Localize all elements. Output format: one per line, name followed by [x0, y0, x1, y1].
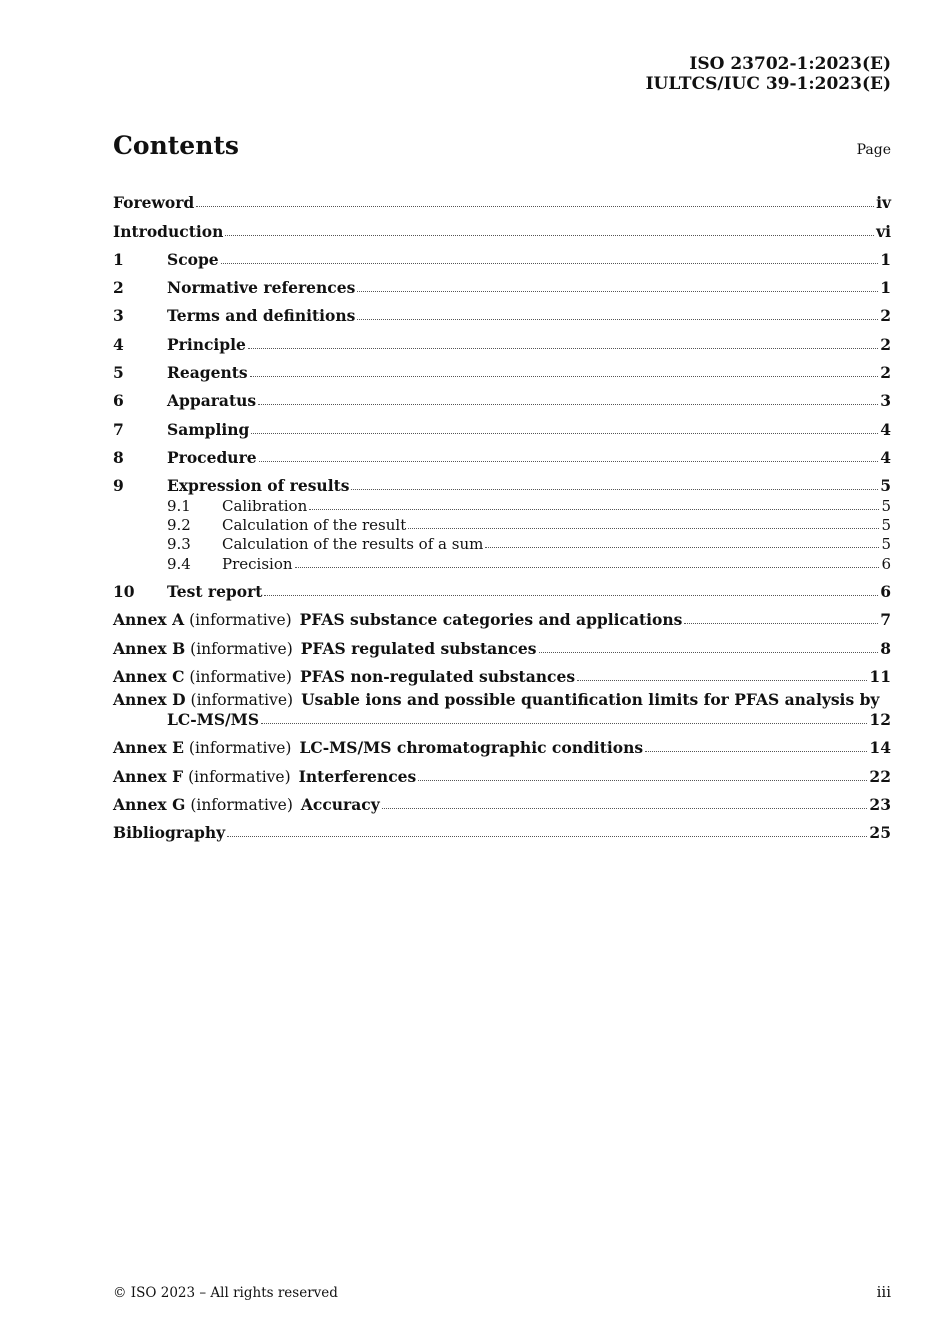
toc-entry-section[interactable]: [113, 269, 891, 297]
toc-entry-section[interactable]: [113, 354, 891, 382]
dot-leader: [196, 205, 874, 207]
toc-entry-subsection[interactable]: [113, 515, 891, 534]
toc-entry-title: PFAS non-regulated substances: [299, 667, 576, 687]
toc-entry-subsection[interactable]: [113, 553, 891, 572]
dot-leader: [251, 432, 878, 434]
toc-entry-page: 1: [880, 278, 891, 298]
iultcs-number: IULTCS/IUC 39-1:2023(E): [645, 74, 891, 94]
toc-entry-page: 11: [869, 667, 891, 687]
toc-entry-page: 8: [880, 638, 891, 658]
toc-entry-page: 22: [869, 766, 891, 786]
toc-entry-title: Accuracy: [300, 794, 380, 814]
toc-entry-title: LC-MS/MS chromatographic conditions: [299, 738, 644, 758]
toc-entry-title: Apparatus: [167, 391, 257, 411]
toc-entry-section[interactable]: [113, 573, 891, 601]
toc-entry-page: 2: [880, 334, 891, 354]
toc-entry-annex-d[interactable]: [113, 686, 891, 729]
toc-entry-annex-a[interactable]: [113, 601, 891, 629]
toc-entry-page: 14: [869, 738, 891, 758]
dot-leader: [259, 460, 879, 462]
dot-leader: [684, 622, 878, 624]
toc-entry-annex-e[interactable]: [113, 729, 891, 757]
toc-entry-title: Calibration: [222, 496, 308, 515]
toc-entry-page: 6: [880, 582, 891, 602]
toc-entry-title: Sampling: [167, 419, 250, 439]
toc-entry-page: 1: [880, 249, 891, 269]
toc-entry-page: 2: [880, 363, 891, 383]
toc-entry-number: 4: [113, 334, 124, 354]
page-column-label: Page: [856, 142, 891, 158]
toc-entry-subsection[interactable]: [113, 534, 891, 553]
dot-leader: [309, 508, 879, 510]
dot-leader: [225, 234, 874, 236]
dot-leader: [295, 566, 880, 568]
toc-entry-number: 9.2: [167, 516, 191, 535]
toc-entry-page: 4: [880, 447, 891, 467]
dot-leader: [382, 807, 868, 809]
annex-label: Annex E: [113, 738, 184, 758]
dot-leader: [539, 651, 879, 653]
annex-label: Annex D: [113, 690, 186, 710]
toc-entry-page: 7: [880, 610, 891, 630]
annex-type: (informative): [190, 795, 293, 814]
toc-entry-number: 6: [113, 391, 124, 411]
toc-entry-number: 9.3: [167, 535, 191, 554]
toc-entry-annex-f[interactable]: [113, 757, 891, 785]
toc-entry-title: PFAS substance categories and applications: [299, 610, 683, 630]
toc-entry-foreword[interactable]: [113, 184, 891, 212]
toc-entry-section[interactable]: [113, 382, 891, 410]
dot-leader: [258, 403, 878, 405]
toc-entry-number: 5: [113, 363, 124, 383]
toc-entry-number: 2: [113, 278, 124, 298]
toc-entry-title: Principle: [167, 334, 246, 354]
toc-entry-title: Reagents: [167, 363, 248, 383]
toc-entry-title-line1: Usable ions and possible quantification limits for PFAS analysis by: [301, 690, 880, 710]
annex-type: (informative): [190, 639, 293, 658]
toc-entry-number: 9.1: [167, 496, 191, 515]
toc-entry-page: 23: [869, 794, 891, 814]
toc-entry-page: 5: [881, 535, 891, 554]
toc-entry-page: 6: [881, 554, 891, 573]
toc-entry-title: Precision: [222, 554, 293, 573]
table-of-contents: [113, 184, 891, 842]
annex-label: Annex C: [113, 667, 185, 687]
toc-entry-section[interactable]: [113, 439, 891, 467]
dot-leader: [264, 594, 878, 596]
annex-type: (informative): [188, 739, 292, 758]
toc-entry-section[interactable]: [113, 241, 891, 269]
dot-leader: [261, 722, 867, 724]
toc-entry-number: 10: [113, 582, 135, 602]
copyright-notice: © ISO 2023 – All rights reserved: [113, 1285, 338, 1301]
toc-entry-page: 3: [880, 391, 891, 411]
toc-entry-title: Foreword: [113, 193, 195, 213]
dot-leader: [351, 488, 878, 490]
toc-entry-annex-c[interactable]: [113, 658, 891, 686]
toc-entry-title: Introduction: [113, 221, 224, 241]
toc-entry-title: Normative references: [167, 278, 356, 298]
toc-entry-number: 9: [113, 476, 124, 496]
toc-entry-title-line2: LC-MS/MS: [167, 710, 260, 730]
toc-entry-section[interactable]: [113, 297, 891, 325]
dot-leader: [250, 375, 879, 377]
toc-entry-page: 2: [880, 306, 891, 326]
dot-leader: [645, 750, 867, 752]
dot-leader: [227, 835, 867, 837]
annex-type: (informative): [188, 767, 291, 786]
dot-leader: [248, 347, 878, 349]
toc-entry-number: 1: [113, 249, 124, 269]
dot-leader: [357, 290, 878, 292]
toc-entry-page: iv: [876, 193, 891, 213]
toc-entry-page: 25: [869, 823, 891, 843]
standard-number: ISO 23702-1:2023(E): [689, 54, 891, 74]
toc-entry-page: 5: [881, 516, 891, 535]
annex-type: (informative): [189, 611, 292, 630]
toc-entry-page: 5: [880, 476, 891, 496]
toc-entry-number: 8: [113, 447, 124, 467]
toc-entry-section[interactable]: [113, 410, 891, 438]
toc-entry-title: Expression of results: [167, 476, 350, 496]
dot-leader: [577, 679, 867, 681]
annex-type: (informative): [189, 668, 292, 687]
annex-label: Annex B: [113, 638, 186, 658]
toc-entry-annex-g[interactable]: [113, 786, 891, 814]
toc-entry-title: PFAS regulated substances: [300, 638, 537, 658]
toc-entry-bibliography[interactable]: [113, 814, 891, 842]
dot-leader: [357, 318, 878, 320]
toc-entry-title: Procedure: [167, 447, 257, 467]
toc-entry-page: vi: [876, 221, 891, 241]
dot-leader: [418, 779, 867, 781]
toc-entry-title: Terms and definitions: [167, 306, 356, 326]
toc-entry-title: Calculation of the result: [222, 516, 407, 535]
toc-entry-annex-b[interactable]: [113, 629, 891, 657]
toc-entry-page: 5: [881, 496, 891, 515]
toc-entry-number: 9.4: [167, 554, 191, 573]
page-title: Contents: [113, 131, 240, 160]
toc-entry-title: Calculation of the results of a sum: [222, 535, 484, 554]
toc-entry-number: 7: [113, 419, 124, 439]
toc-entry-subsection[interactable]: [113, 495, 891, 514]
annex-label: Annex G: [113, 794, 186, 814]
toc-entry-title: Scope: [167, 249, 219, 269]
toc-entry-page: 12: [869, 710, 891, 730]
toc-entry-title: Interferences: [298, 766, 417, 786]
toc-entry-title: Test report: [167, 582, 263, 602]
toc-entry-page: 4: [880, 419, 891, 439]
page-number: iii: [876, 1283, 891, 1301]
annex-type: (informative): [190, 691, 294, 710]
toc-entry-introduction[interactable]: [113, 212, 891, 240]
toc-entry-section[interactable]: [113, 325, 891, 353]
dot-leader: [485, 546, 879, 548]
document-header: [646, 54, 891, 94]
toc-entry-section[interactable]: [113, 467, 891, 495]
toc-entry-number: 3: [113, 306, 124, 326]
toc-entry-title: Bibliography: [113, 823, 226, 843]
annex-label: Annex F: [113, 766, 184, 786]
dot-leader: [408, 527, 879, 529]
dot-leader: [221, 262, 879, 264]
annex-label: Annex A: [113, 610, 185, 630]
